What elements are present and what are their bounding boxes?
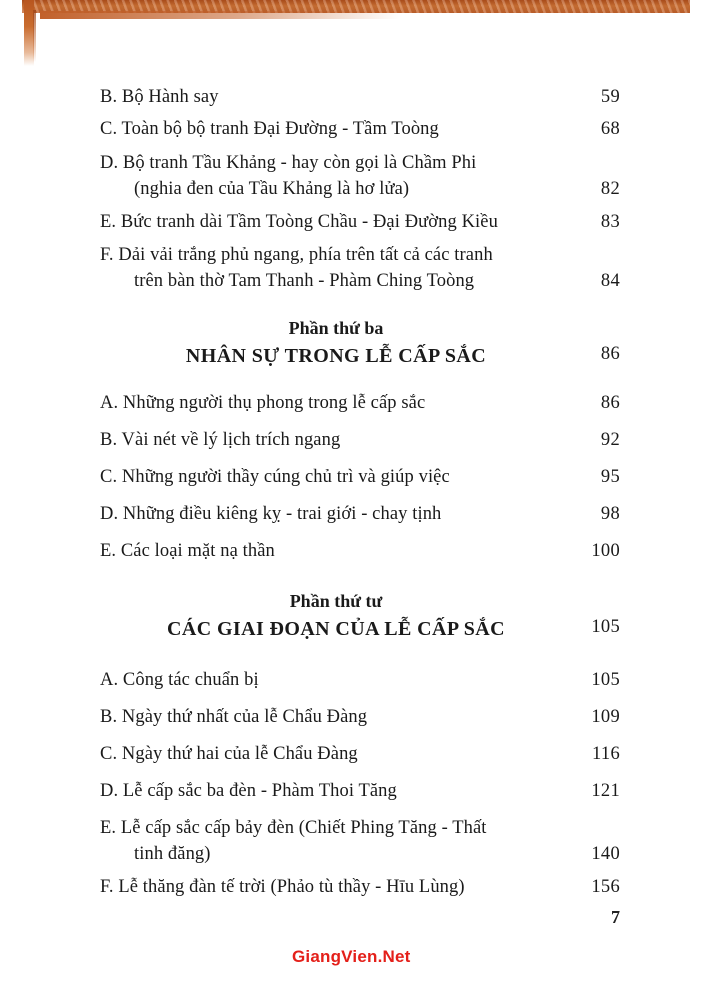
toc-entry-page-number: 92 [600, 430, 620, 450]
toc-entry-title: A. Công tác chuẩn bị [100, 670, 259, 690]
page-frame-left-edge [33, 10, 36, 62]
toc-entry-page-number: 100 [591, 541, 620, 561]
page-number: 7 [611, 907, 620, 927]
toc-entry-page-number: 82 [600, 179, 620, 199]
toc-entry-title: F. Lễ thăng đàn tế trời (Phảo tù thầy - Hīu Lùng) [100, 877, 465, 897]
toc-entry-title-continuation: trên bàn thờ Tam Thanh - Phàm Ching Toòng [134, 271, 475, 291]
toc-part-subtitle: Phần thứ ba [288, 318, 384, 338]
toc-entry-title: F. Dải vải trắng phủ ngang, phía trên tất cả các tranh [100, 245, 493, 265]
toc-entry-title: B. Bộ Hành say [100, 87, 219, 107]
toc-entry-page-number: 59 [600, 87, 620, 107]
toc-entry-title: B. Vài nét về lý lịch trích ngang [100, 430, 341, 450]
toc-entry-title: B. Ngày thứ nhất của lễ Chẩu Đàng [100, 707, 368, 727]
toc-part-heading[interactable] [100, 588, 620, 644]
toc-entry-title: D. Lễ cấp sắc ba đèn - Phàm Thoi Tăng [100, 781, 397, 801]
toc-part-page-number: 105 [591, 617, 620, 637]
toc-entry[interactable] [100, 84, 620, 110]
toc-entry-page-number: 109 [591, 707, 620, 727]
toc-entry-title: C. Toàn bộ bộ tranh Đại Đường - Tầm Toòng [100, 119, 439, 139]
toc-entry[interactable] [100, 427, 620, 453]
toc-entry-title: E. Các loại mặt nạ thần [100, 541, 275, 561]
toc-entry-title: A. Những người thụ phong trong lễ cấp sắc [100, 393, 426, 413]
toc-entry-page-number: 116 [592, 744, 620, 764]
toc-part-heading[interactable] [100, 315, 620, 371]
toc-entry-page-number: 156 [591, 877, 620, 897]
toc-entry-page-number: 83 [600, 212, 620, 232]
toc-entry[interactable] [100, 242, 620, 294]
toc-part-title: NHÂN SỰ TRONG LỄ CẤP SẮC [185, 345, 487, 367]
toc-entry[interactable] [100, 815, 620, 867]
toc-entry[interactable] [100, 116, 620, 142]
toc-entry-page-number: 105 [591, 670, 620, 690]
toc-part-subtitle: Phần thứ tư [289, 591, 383, 611]
toc-entry-title: C. Ngày thứ hai của lễ Chẩu Đàng [100, 744, 358, 764]
toc-entry[interactable] [100, 741, 620, 767]
toc-entry[interactable] [100, 538, 620, 564]
toc-entry[interactable] [100, 704, 620, 730]
toc-entry[interactable] [100, 778, 620, 804]
toc-entry-title: E. Lễ cấp sắc cấp bảy đèn (Chiết Phing Tăng - Thất [100, 818, 487, 838]
toc-entry[interactable] [100, 874, 620, 900]
toc-entry[interactable] [100, 464, 620, 490]
toc-entry-page-number: 140 [591, 844, 620, 864]
toc-entry-page-number: 86 [600, 393, 620, 413]
toc-entry-title-continuation: (nghia đen của Tầu Khảng là hơ lửa) [134, 179, 410, 199]
toc-entry-page-number: 98 [600, 504, 620, 524]
toc-entry-title: E. Bức tranh dài Tầm Toòng Chầu - Đại Đường Kiều [100, 212, 498, 232]
toc-entry-title-continuation: tinh đăng) [134, 844, 211, 864]
toc-entry[interactable] [100, 501, 620, 527]
toc-entry-page-number: 121 [591, 781, 620, 801]
toc-part-title: CÁC GIAI ĐOẠN CỦA LỄ CẤP SẮC [167, 618, 505, 640]
toc-entry[interactable] [100, 209, 620, 235]
page-frame-top-taper [40, 11, 400, 19]
toc-entry-page-number: 68 [600, 119, 620, 139]
toc-part-page-number: 86 [600, 344, 620, 364]
toc-entry-title: D. Những điều kiêng kỵ - trai giới - chay tịnh [100, 504, 442, 524]
toc-entry[interactable] [100, 150, 620, 202]
toc-entry-title: D. Bộ tranh Tầu Khảng - hay còn gọi là Chầm Phi [100, 153, 477, 173]
toc-entry-page-number: 84 [600, 271, 620, 291]
toc-entry[interactable] [100, 390, 620, 416]
site-watermark: GiangVien.Net [292, 947, 411, 966]
toc-entry[interactable] [100, 667, 620, 693]
toc-entry-title: C. Những người thầy cúng chủ trì và giúp việc [100, 467, 450, 487]
toc-entry-page-number: 95 [600, 467, 620, 487]
